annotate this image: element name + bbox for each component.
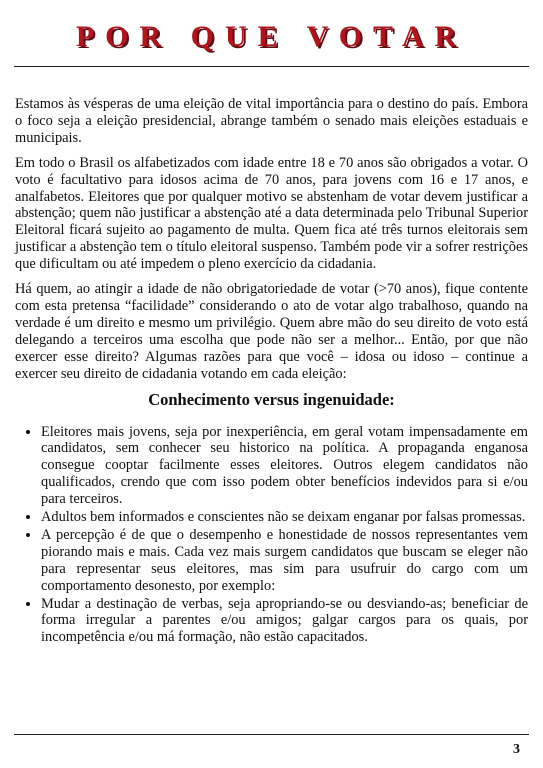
bullet-list	[15, 424, 528, 647]
page-title: POR QUE VOTAR	[75, 20, 468, 53]
footer-divider	[14, 734, 529, 735]
bullet-item: • A percepção é de que o desempenho e honestidade de nossos representantes vem piorando mais e mais. Cada vez mais surgem candidatos que buscam se eleger não para representar seus eleitores, mas sim para usufruir do cargo com um comportamento desonesto, por exemplo:	[41, 527, 528, 595]
paragraph-intro-3: Há quem, ao atingir a idade de não obrigatoriedade de votar (>70 anos), fique contente com esta pretensa “facilidade” considerando o ato de votar algo trabalhoso, quando na verdade é um direito e mesmo um privilégio. Quem abre mão do seu direito de voto está delegando a terceiros uma escolha que pode não ser a melhor... Então, por que não exercer esse direito? Algumas razões para que você – idosa ou idoso – continue a exercer seu direito de cidadania votando em cada eleição:	[15, 281, 528, 382]
paragraph-intro-2: Em todo o Brasil os alfabetizados com idade entre 18 e 70 anos são obrigados a votar. O voto é facultativo para idosos acima de 70 anos, para jovens com 16 e 17 anos, e analfabetos. Eleitores que por qualquer motivo se abstenham de votar devem justificar a abstenção; quem não justificar a abstenção até a data determinada pelo Tribunal Superior Eleitoral ficará sujeito ao pagamento de multa. Quem fica até três turnos eleitorais sem justificar a abstenção tem o título eleitoral suspenso. Também pode vir a sofrer restrições que dificultam ou até impedem o pleno exercício da cidadania.	[15, 154, 528, 273]
article-body	[15, 96, 528, 647]
bullet-item: • Eleitores mais jovens, seja por inexperiência, em geral votam impensadamente em candidatos, sem conhecer seu historico na política. A propaganda enganosa consegue cooptar facilmente esses eleitores. Outros elegem candidatos não qualificados, crendo que com isso podem obter benefícios indevidos para si e/ou para terceiros.	[41, 424, 528, 509]
header-divider	[14, 66, 529, 67]
paragraph-intro-1: Estamos às vésperas de uma eleição de vital importância para o destino do país. Embora o foco seja a eleição presidencial, abrange também o senado mais eleições estaduais e municipais.	[15, 96, 528, 146]
page-number: 3	[513, 742, 520, 757]
section-heading: Conhecimento versus ingenuidade:	[148, 389, 395, 409]
bullet-item: • Mudar a destinação de verbas, seja apropriando-se ou desviando-as; beneficiar de forma irregular a parentes e/ou amigos; galgar cargos para os quais, por incompetência e/ou má formação, não estão capacitados.	[41, 596, 528, 647]
bullet-item: • Adultos bem informados e conscientes não se deixam enganar por falsas promessas.	[41, 509, 528, 526]
